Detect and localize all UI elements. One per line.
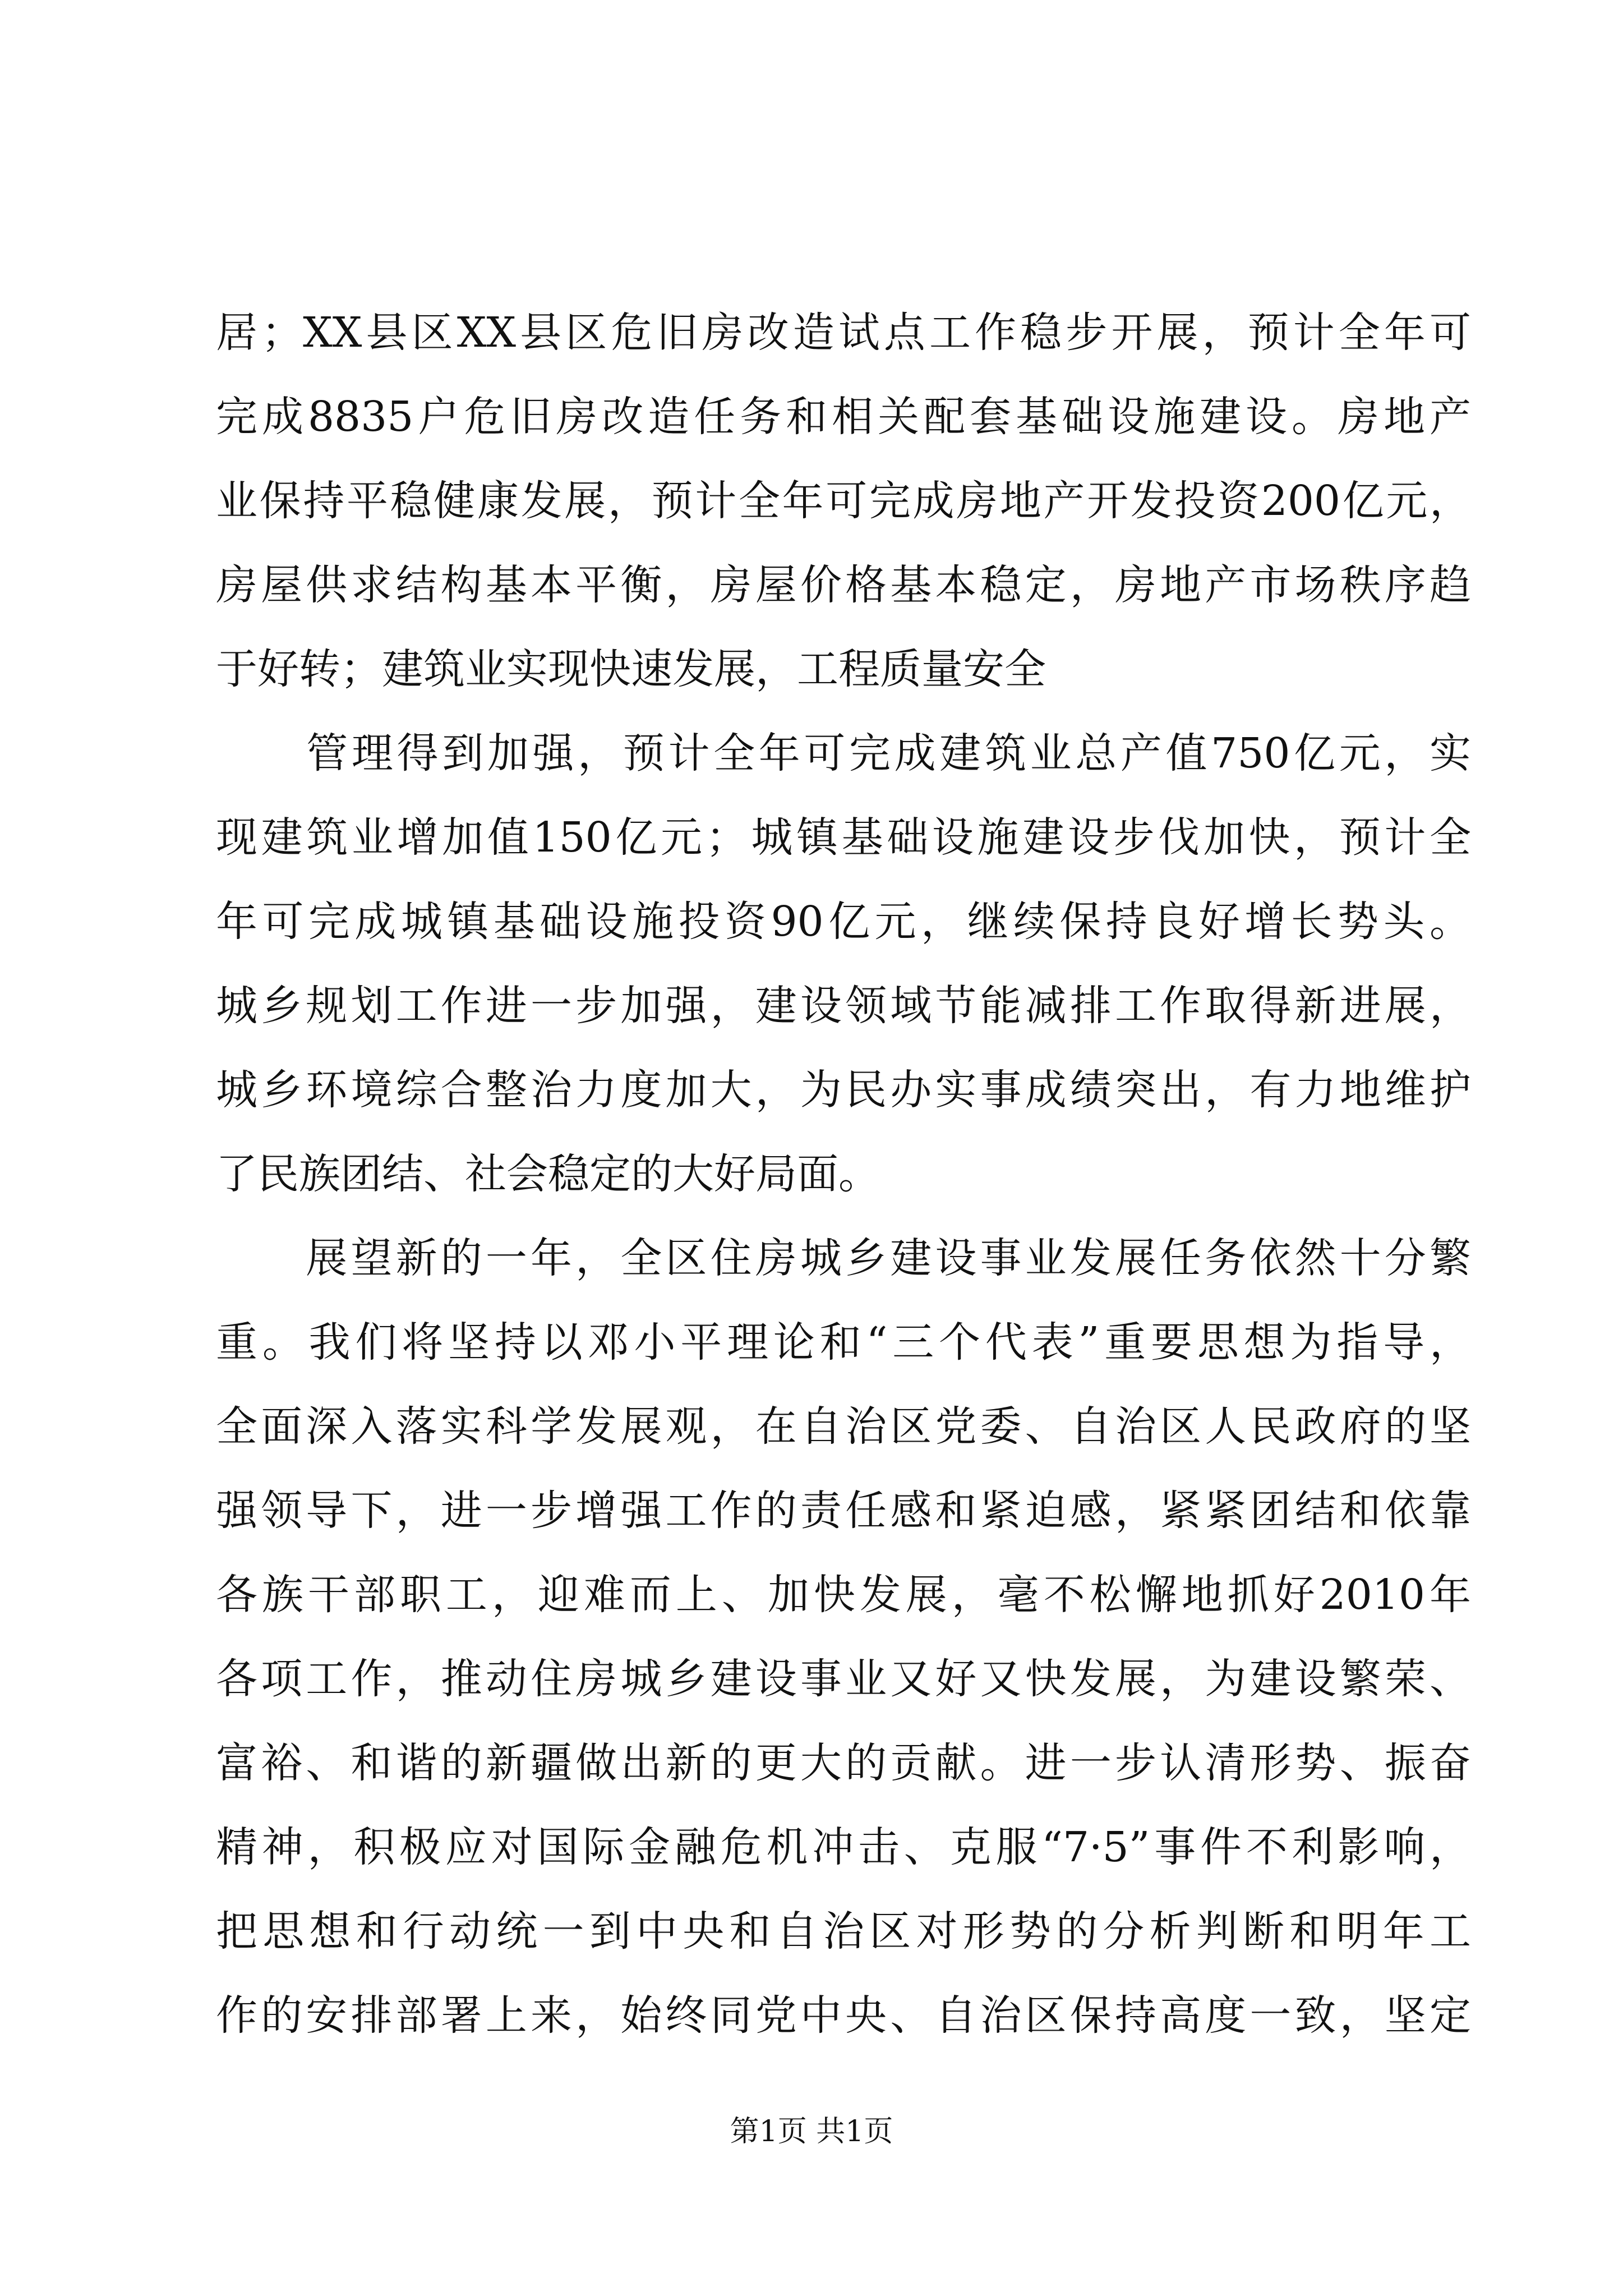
text-line: 把思想和行动统一到中央和自治区对形势的分析判断和明年工 (216, 1907, 1471, 1955)
text-line: 管理得到加强，预计全年可完成建筑业总产值750亿元，实 (216, 729, 1471, 777)
paragraph (216, 1216, 1471, 2058)
paragraph (216, 711, 1471, 1216)
text-line: 全面深入落实科学发展观，在自治区党委、自治区人民政府的坚 (216, 1402, 1471, 1451)
text-line: 年可完成城镇基础设施投资90亿元，继续保持良好增长势头。 (216, 898, 1471, 946)
text-line: 富裕、和谐的新疆做出新的更大的贡献。进一步认清形势、振奋 (216, 1739, 1471, 1787)
page-number: 第1页 共1页 (730, 2115, 893, 2148)
text-line: 于好转；建筑业实现快速发展，工程质量安全 (216, 645, 1046, 693)
paragraph (216, 291, 1471, 711)
text-line: 了民族团结、社会稳定的大好局面。 (216, 1150, 880, 1198)
text-line: 作的安排部署上来，始终同党中央、自治区保持高度一致，坚定 (216, 1991, 1471, 2040)
page-footer (0, 2109, 1623, 2154)
text-line: 各项工作，推动住房城乡建设事业又好又快发展，为建设繁荣、 (216, 1655, 1471, 1703)
text-line: 各族干部职工，迎难而上、加快发展，毫不松懈地抓好2010年 (216, 1571, 1471, 1619)
text-line: 业保持平稳健康发展，预计全年可完成房地产开发投资200亿元， (216, 477, 1471, 525)
text-line: 展望新的一年，全区住房城乡建设事业发展任务依然十分繁 (216, 1234, 1471, 1282)
text-line: 强领导下，进一步增强工作的责任感和紧迫感，紧紧团结和依靠 (216, 1487, 1471, 1535)
text-line: 重。我们将坚持以邓小平理论和“三个代表”重要思想为指导， (216, 1318, 1471, 1366)
text-line: 城乡环境综合整治力度加大，为民办实事成绩突出，有力地维护 (216, 1066, 1471, 1114)
text-line: 完成8835户危旧房改造任务和相关配套基础设施建设。房地产 (216, 393, 1471, 441)
text-line: 城乡规划工作进一步加强，建设领域节能减排工作取得新进展， (216, 982, 1471, 1030)
document-body (216, 291, 1471, 2058)
text-line: 现建筑业增加值150亿元；城镇基础设施建设步伐加快，预计全 (216, 813, 1471, 862)
text-line: 精神，积极应对国际金融危机冲击、克服“7·5”事件不利影响， (216, 1823, 1471, 1871)
text-line: 房屋供求结构基本平衡，房屋价格基本稳定，房地产市场秩序趋 (216, 561, 1471, 609)
text-line: 居；XX县区XX县区危旧房改造试点工作稳步开展，预计全年可 (216, 309, 1471, 357)
